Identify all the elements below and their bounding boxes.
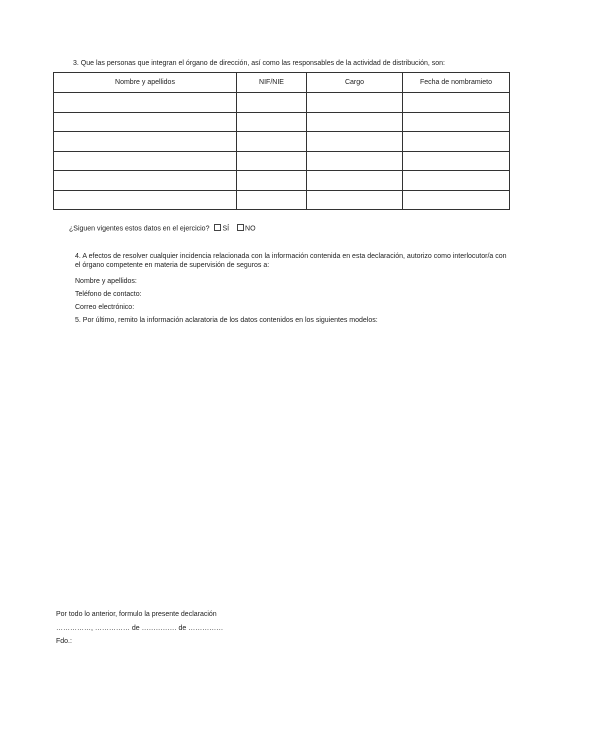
table-row — [54, 93, 510, 113]
header-name: Nombre y apellidos — [54, 73, 237, 93]
signature-label: Fdo.: — [56, 638, 72, 645]
no-label: NO — [245, 225, 256, 233]
table-cell[interactable] — [307, 151, 403, 171]
table-cell[interactable] — [403, 132, 510, 152]
table-cell[interactable] — [307, 171, 403, 191]
table-cell[interactable] — [237, 93, 307, 113]
table-cell[interactable] — [403, 112, 510, 132]
vigentes-question-row — [69, 225, 256, 232]
table-cell[interactable] — [54, 112, 237, 132]
table-cell[interactable] — [237, 132, 307, 152]
contact-phone-label: Teléfono de contacto: — [75, 291, 142, 298]
table-cell[interactable] — [403, 93, 510, 113]
contact-name-label: Nombre y apellidos: — [75, 278, 137, 285]
section-4-line-1: 4. A efectos de resolver cualquier incidencia relacionada con la información contenida en esta declaración, autorizo como interlocutor/a con — [75, 253, 507, 260]
table-row — [54, 190, 510, 210]
table-cell[interactable] — [237, 112, 307, 132]
table-cell[interactable] — [54, 151, 237, 171]
date-line: ……………, …………… de …………… de …………… — [56, 625, 224, 632]
table-cell[interactable] — [307, 93, 403, 113]
table-row — [54, 132, 510, 152]
table-cell[interactable] — [54, 132, 237, 152]
table-cell[interactable] — [403, 171, 510, 191]
table-cell[interactable] — [237, 171, 307, 191]
no-checkbox[interactable] — [237, 224, 244, 231]
header-nif: NIF/NIE — [237, 73, 307, 93]
table-cell[interactable] — [54, 171, 237, 191]
table-row — [54, 151, 510, 171]
table-cell[interactable] — [307, 112, 403, 132]
table-row — [54, 171, 510, 191]
table-row — [54, 112, 510, 132]
table-cell[interactable] — [237, 151, 307, 171]
table-cell[interactable] — [54, 190, 237, 210]
management-table — [53, 72, 510, 210]
contact-email-label: Correo electrónico: — [75, 304, 135, 311]
section-4-line-2: el órgano competente en materia de supervisión de seguros a: — [75, 262, 270, 269]
table-header-row — [54, 73, 510, 93]
section-3-text: 3. Que las personas que integran el órgano de dirección, así como las responsables de la actividad de distribución, son: — [73, 60, 446, 67]
vigentes-question: ¿Siguen vigentes estos datos en el ejercicio? — [69, 225, 210, 233]
table-cell[interactable] — [403, 151, 510, 171]
closing-statement: Por todo lo anterior, formulo la presente declaración — [56, 611, 217, 618]
table-cell[interactable] — [403, 190, 510, 210]
table-cell[interactable] — [54, 93, 237, 113]
section-5-text: 5. Por último, remito la información aclaratoria de los datos contenidos en los siguientes modelos: — [75, 317, 378, 324]
header-cargo: Cargo — [307, 73, 403, 93]
yes-checkbox[interactable] — [214, 224, 221, 231]
yes-label: SÍ — [222, 225, 230, 233]
table-cell[interactable] — [237, 190, 307, 210]
header-fecha: Fecha de nombramieto — [403, 73, 510, 93]
table-cell[interactable] — [307, 132, 403, 152]
table-cell[interactable] — [307, 190, 403, 210]
